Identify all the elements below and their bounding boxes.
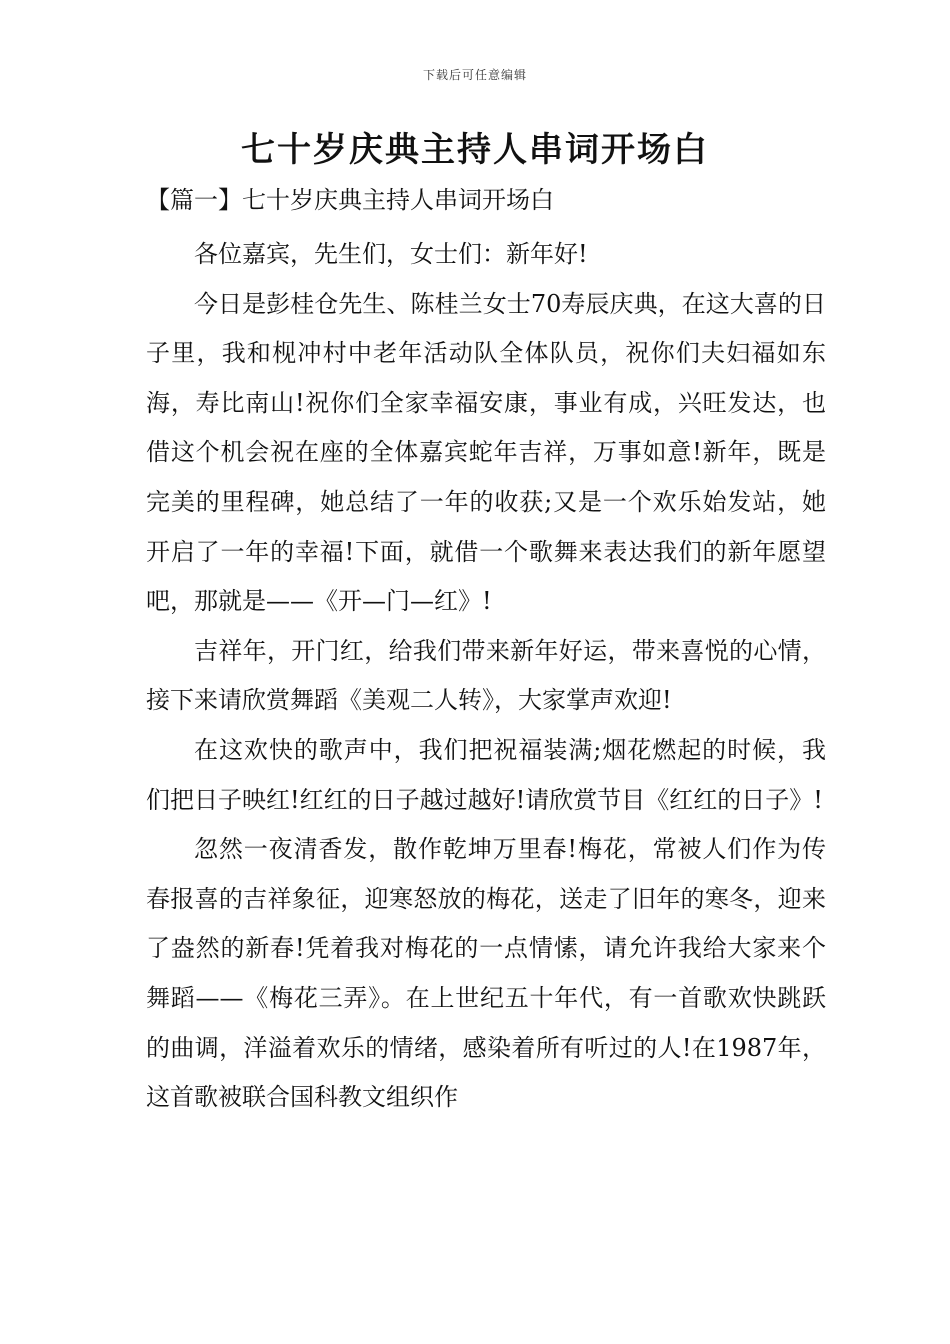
section-heading: 【篇一】七十岁庆典主持人串词开场白 bbox=[146, 186, 554, 214]
header-note: 下载后可任意编辑 bbox=[422, 68, 527, 82]
paragraph: 各位嘉宾，先生们，女士们：新年好! bbox=[194, 240, 588, 268]
paragraph: 在这欢快的歌声中，我们把祝福装满;烟花燃起的时候，我们把日子映红!红红的日子越过越好!请欣赏节目《红红的日子》! bbox=[146, 735, 826, 814]
paragraph: 忽然一夜清香发，散作乾坤万里春!梅花，常被人们作为传春报喜的吉祥象征，迎寒怒放的梅花，送走了旧年的寒冬，迎来了盎然的新春!凭着我对梅花的一点情愫，请允许我给大家来个舞蹈——《梅花三弄》。在上世纪五十年代，有一首歌欢快跳跃的曲调，洋溢着欢乐的情绪，感染着所有听过的人!在1987年，这首歌被联合国科教文组织作 bbox=[146, 835, 826, 1112]
document-title: 七十岁庆典主持人串词开场白 bbox=[241, 130, 709, 170]
paragraph: 今日是彭桂仓先生、陈桂兰女士70寿辰庆典，在这大喜的日子里，我和枧冲村中老年活动队全体队员，祝你们夫妇福如东海，寿比南山!祝你们全家幸福安康，事业有成，兴旺发达，也借这个机会祝在座的全体嘉宾蛇年吉祥，万事如意!新年，既是完美的里程碑，她总结了一年的收获;又是一个欢乐始发站，她开启了一年的幸福!下面，就借一个歌舞来表达我们的新年愿望吧，那就是——《开—门—红》! bbox=[146, 289, 826, 616]
paragraph: 吉祥年，开门红，给我们带来新年好运，带来喜悦的心情，接下来请欣赏舞蹈《美观二人转》，大家掌声欢迎! bbox=[146, 636, 826, 715]
document-body bbox=[146, 230, 826, 1123]
